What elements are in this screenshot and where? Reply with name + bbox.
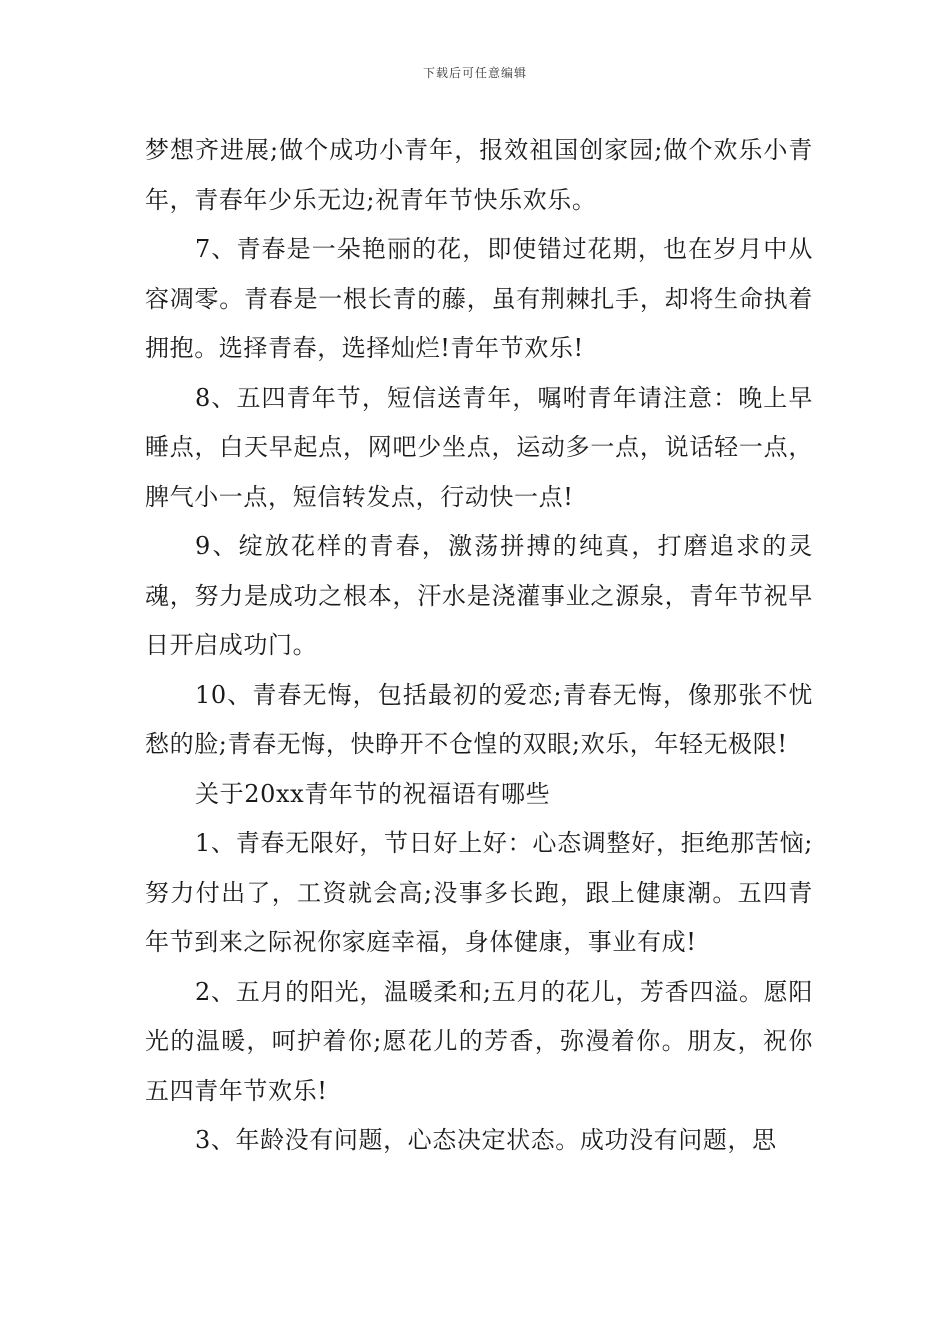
page-header-note: 下载后可任意编辑 <box>422 66 527 80</box>
paragraph: 9、绽放花样的青春，激荡拼搏的纯真，打磨追求的灵魂，努力是成功之根本，汗水是浇灌事业之源泉，青年节祝早日开启成功门。 <box>145 532 813 659</box>
paragraph: 10、青春无悔，包括最初的爱恋;青春无悔，像那张不忧愁的脸;青春无悔，快睁开不仓惶的双眼;欢乐，年轻无极限! <box>145 680 813 758</box>
paragraph: 3、年龄没有问题，心态决定状态。成功没有问题，思 <box>195 1126 777 1154</box>
paragraph: 2、五月的阳光，温暖柔和;五月的花儿，芳香四溢。愿阳光的温暖，呵护着你;愿花儿的芳香，弥漫着你。朋友，祝你五四青年节欢乐! <box>145 977 813 1105</box>
paragraph: 7、青春是一朵艳丽的花，即使错过花期，也在岁月中从容凋零。青春是一根长青的藤，虽有荆棘扎手，却将生命执着拥抱。选择青春，选择灿烂!青年节欢乐! <box>145 235 813 362</box>
paragraph: 8、五四青年节，短信送青年，嘱咐青年请注意：晚上早睡点，白天早起点，网吧少坐点，运动多一点，说话轻一点，脾气小一点，短信转发点，行动快一点! <box>145 383 813 511</box>
document-body <box>145 126 813 1166</box>
paragraph: 梦想齐进展;做个成功小青年，报效祖国创家园;做个欢乐小青年，青春年少乐无边;祝青年节快乐欢乐。 <box>145 136 813 214</box>
section-heading: 关于20xx青年节的祝福语有哪些 <box>195 779 551 808</box>
paragraph: 1、青春无限好，节日好上好：心态调整好，拒绝那苦恼;努力付出了，工资就会高;没事多长跑，跟上健康潮。五四青年节到来之际祝你家庭幸福，身体健康，事业有成! <box>145 829 813 956</box>
